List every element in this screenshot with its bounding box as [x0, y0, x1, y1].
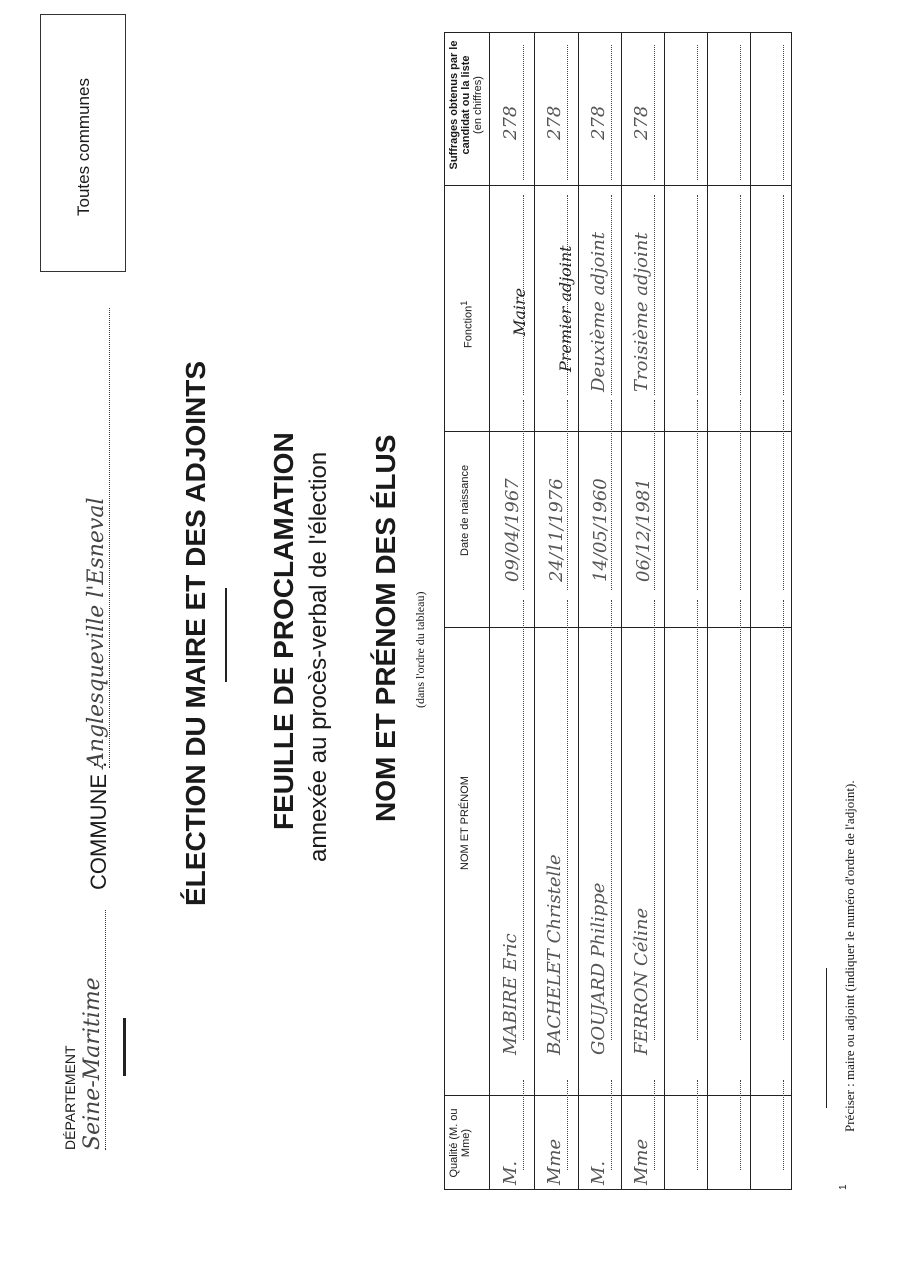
dotted-line — [654, 400, 655, 590]
row4-fonction: Troisième adjoint — [631, 232, 652, 392]
dotted-line — [740, 400, 741, 590]
dotted-line — [654, 45, 655, 180]
dotted-line — [611, 45, 612, 180]
dotted-line — [611, 600, 612, 1040]
commune-value: Anglesqueville l'Esneval — [84, 308, 110, 768]
dotted-line — [654, 600, 655, 1040]
footnote-number: 1 — [838, 1184, 849, 1190]
row4-nom: FERRON Céline — [631, 907, 652, 1055]
row2-fonction: Premier adjoint — [556, 245, 575, 372]
row1-fonction: Maire — [510, 287, 529, 336]
dotted-line — [611, 400, 612, 590]
elected-heading: NOM ET PRÉNOM DES ÉLUS — [370, 434, 401, 822]
dotted-line — [697, 45, 698, 180]
dotted-line — [567, 45, 568, 180]
header-date: Date de naissance — [459, 464, 471, 556]
dotted-line — [611, 195, 612, 395]
dotted-line — [740, 600, 741, 1040]
row3-nom: GOUJARD Philippe — [588, 882, 609, 1055]
main-title: ÉLECTION DU MAIRE ET DES ADJOINTS — [180, 360, 211, 906]
sheet-title: FEUILLE DE PROCLAMATION — [268, 432, 299, 830]
row1-nom: MABIRE Eric — [500, 933, 521, 1055]
row4-qualite: Mme — [631, 1138, 652, 1185]
dotted-line — [567, 400, 568, 590]
annex-subtitle: annexée au procès-verbal de l'élection — [305, 451, 332, 862]
row3-qualite: M. — [588, 1160, 609, 1185]
row2-date: 24/11/1976 — [546, 478, 567, 582]
header-suffrages: Suffrages obtenus par le candidat ou la liste (en chiffres) — [448, 40, 484, 170]
row4-date: 06/12/1981 — [633, 478, 654, 582]
dotted-line — [523, 45, 524, 180]
dotted-line — [740, 1080, 741, 1170]
dotted-line — [783, 195, 784, 395]
dotted-line — [740, 195, 741, 395]
header-qualite: Qualité (M. ou Mme) — [448, 1108, 472, 1178]
order-note: (dans l'ordre du tableau) — [413, 591, 427, 708]
row3-date: 14/05/1960 — [590, 478, 611, 582]
departement-value: Seine-Maritime — [80, 910, 106, 1150]
header-fonction: Fonction$^1$ — [459, 300, 475, 348]
departement-rule — [123, 1018, 126, 1076]
row1-qualite: M. — [500, 1160, 521, 1185]
title-divider — [225, 588, 227, 682]
header-nom: NOM ET PRÉNOM — [459, 776, 471, 870]
dotted-line — [567, 600, 568, 1040]
dotted-line — [654, 1080, 655, 1170]
dotted-line — [611, 1080, 612, 1170]
row2-suffrages: 278 — [544, 105, 565, 140]
scope-label: Toutes communes — [74, 78, 93, 216]
row2-nom: BACHELET Christelle — [544, 854, 565, 1055]
dotted-line — [697, 195, 698, 395]
dotted-line — [697, 400, 698, 590]
dotted-line — [783, 400, 784, 590]
dotted-line — [523, 1080, 524, 1170]
dotted-line — [697, 1080, 698, 1170]
row2-qualite: Mme — [544, 1138, 565, 1185]
dotted-line — [740, 45, 741, 180]
departement-label: DÉPARTEMENT — [62, 1045, 78, 1150]
footnote-rule — [826, 968, 827, 1108]
footnote-marker: 1 — [459, 300, 469, 306]
commune-label: COMMUNE : — [86, 761, 111, 890]
dotted-line — [523, 400, 524, 590]
dotted-line — [567, 195, 568, 395]
dotted-line — [523, 195, 524, 395]
row4-suffrages: 278 — [631, 105, 652, 140]
dotted-line — [783, 45, 784, 180]
row3-suffrages: 278 — [588, 105, 609, 140]
dotted-line — [654, 195, 655, 395]
dotted-line — [697, 600, 698, 1040]
row1-suffrages: 278 — [500, 105, 521, 140]
row1-date: 09/04/1967 — [502, 478, 523, 582]
dotted-line — [523, 600, 524, 1040]
dotted-line — [783, 1080, 784, 1170]
dotted-line — [567, 1080, 568, 1170]
dotted-line — [783, 600, 784, 1040]
footnote-text: Préciser : maire ou adjoint (indiquer le numéro d'ordre de l'adjoint). — [842, 780, 857, 1132]
row3-fonction: Deuxième adjoint — [588, 232, 609, 392]
